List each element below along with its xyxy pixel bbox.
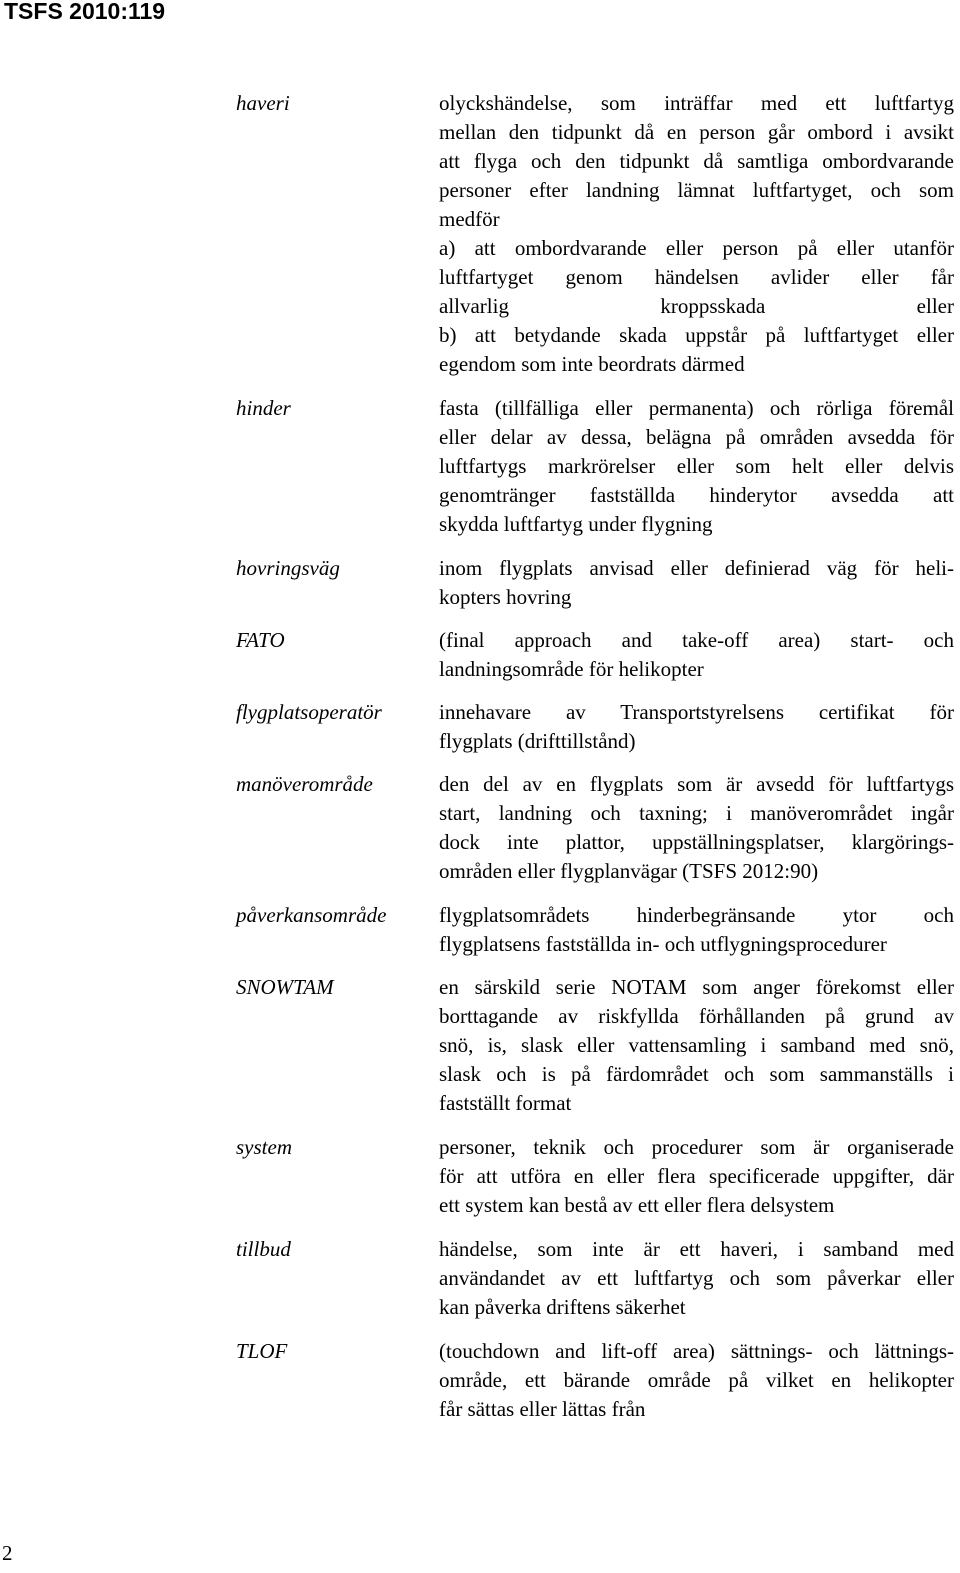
definition-line: flygplats (drifttillstånd) xyxy=(439,729,636,753)
definition-entry xyxy=(236,901,954,959)
definition-line: händelse, som inte är ett haveri, i samband med xyxy=(439,1237,954,1261)
definition-line: borttagande av riskfyllda förhållanden på grund av xyxy=(439,1004,954,1028)
page-number: 2 xyxy=(2,1541,13,1565)
definition-text xyxy=(439,1133,954,1220)
definition-line: områden eller flygplanvägar (TSFS 2012:90) xyxy=(439,859,819,883)
definition-line: område, ett bärande område på vilket en helikopter xyxy=(439,1368,954,1392)
definition-line: personer, teknik och procedurer som är organiserade xyxy=(439,1135,954,1159)
definition-line: snö, is, slask eller vattensamling i samband med snö, xyxy=(439,1033,954,1057)
definition-line: olyckshändelse, som inträffar med ett luftfartyg xyxy=(439,91,954,115)
definition-line: dock inte plattor, uppställningsplatser, klargörings- xyxy=(439,830,954,854)
definition-text xyxy=(439,901,954,959)
definition-term: flygplatsoperatör xyxy=(236,700,382,724)
definition-line: medför xyxy=(439,207,500,231)
definition-text xyxy=(439,89,954,379)
definition-line: ett system kan bestå av ett eller flera delsystem xyxy=(439,1193,835,1217)
definition-text xyxy=(439,973,954,1118)
definition-line: kopters hovring xyxy=(439,585,572,609)
definition-term: hinder xyxy=(236,396,291,420)
definition-line: en särskild serie NOTAM som anger förekomst eller xyxy=(439,975,954,999)
definition-entry xyxy=(236,1235,954,1322)
definition-line: innehavare av Transportstyrelsens certifikat för xyxy=(439,700,954,724)
definition-entry xyxy=(236,394,954,539)
definition-term: tillbud xyxy=(236,1237,291,1261)
definition-line: fastställt format xyxy=(439,1091,572,1115)
definition-entry xyxy=(236,89,954,379)
definition-line: allvarlig kroppsskada eller xyxy=(439,294,954,318)
definition-entry xyxy=(236,770,954,886)
definition-line: eller delar av dessa, belägna på områden avsedda för xyxy=(439,425,954,449)
definition-term: manöverområde xyxy=(236,772,373,796)
definition-text xyxy=(439,1235,954,1322)
definition-text xyxy=(439,554,954,612)
definition-term: system xyxy=(236,1135,292,1159)
definition-line: den del av en flygplats som är avsedd för luftfartygs xyxy=(439,772,954,796)
document-header: TSFS 2010:119 xyxy=(4,0,166,24)
definition-entry xyxy=(236,554,954,612)
definition-line: egendom som inte beordrats därmed xyxy=(439,352,745,376)
definition-text xyxy=(439,770,954,886)
definition-term: påverkansområde xyxy=(236,903,387,927)
definition-term: haveri xyxy=(236,91,290,115)
definition-line: användandet av ett luftfartyg och som påverkar eller xyxy=(439,1266,954,1290)
definition-entry xyxy=(236,698,954,756)
definition-term: TLOF xyxy=(236,1339,288,1363)
definition-entry xyxy=(236,1337,954,1424)
definition-line: genomtränger fastställda hinderytor avsedda att xyxy=(439,483,954,507)
definition-entry xyxy=(236,626,954,684)
definition-line: a) att ombordvarande eller person på eller utanför xyxy=(439,236,954,260)
definition-line: start, landning och taxning; i manöverområdet ingår xyxy=(439,801,954,825)
definition-line: fasta (tillfälliga eller permanenta) och rörliga föremål xyxy=(439,396,954,420)
definition-text xyxy=(439,626,954,684)
definition-entry xyxy=(236,973,954,1118)
definition-line: flygplatsens fastställda in- och utflygningsprocedurer xyxy=(439,932,887,956)
definition-term: FATO xyxy=(236,628,285,652)
definition-line: får sättas eller lättas från xyxy=(439,1397,646,1421)
definition-entry xyxy=(236,1133,954,1220)
definition-line: flygplatsområdets hinderbegränsande ytor och xyxy=(439,903,954,927)
definition-line: kan påverka driftens säkerhet xyxy=(439,1295,686,1319)
definition-line: (touchdown and lift-off area) sättnings- och lättnings- xyxy=(439,1339,954,1363)
definition-line: luftfartyget genom händelsen avlider eller får xyxy=(439,265,954,289)
definition-line: för att utföra en eller flera specificerade uppgifter, där xyxy=(439,1164,954,1188)
definition-line: inom flygplats anvisad eller definierad väg för heli- xyxy=(439,556,954,580)
definition-line: b) att betydande skada uppstår på luftfartyget eller xyxy=(439,323,954,347)
definition-line: (final approach and take-off area) start- och xyxy=(439,628,954,652)
definition-text xyxy=(439,698,954,756)
definition-text xyxy=(439,1337,954,1424)
definition-term: SNOWTAM xyxy=(236,975,334,999)
definition-text xyxy=(439,394,954,539)
definition-line: luftfartygs markrörelser eller som helt eller delvis xyxy=(439,454,954,478)
definition-line: slask och is på färdområdet och som sammanställs i xyxy=(439,1062,954,1086)
definition-line: att flyga och den tidpunkt då samtliga ombordvarande xyxy=(439,149,954,173)
definition-line: landningsområde för helikopter xyxy=(439,657,704,681)
definition-line: skydda luftfartyg under flygning xyxy=(439,512,713,536)
definition-term: hovringsväg xyxy=(236,556,340,580)
definition-line: personer efter landning lämnat luftfartyget, och som xyxy=(439,178,954,202)
definition-line: mellan den tidpunkt då en person går ombord i avsikt xyxy=(439,120,954,144)
